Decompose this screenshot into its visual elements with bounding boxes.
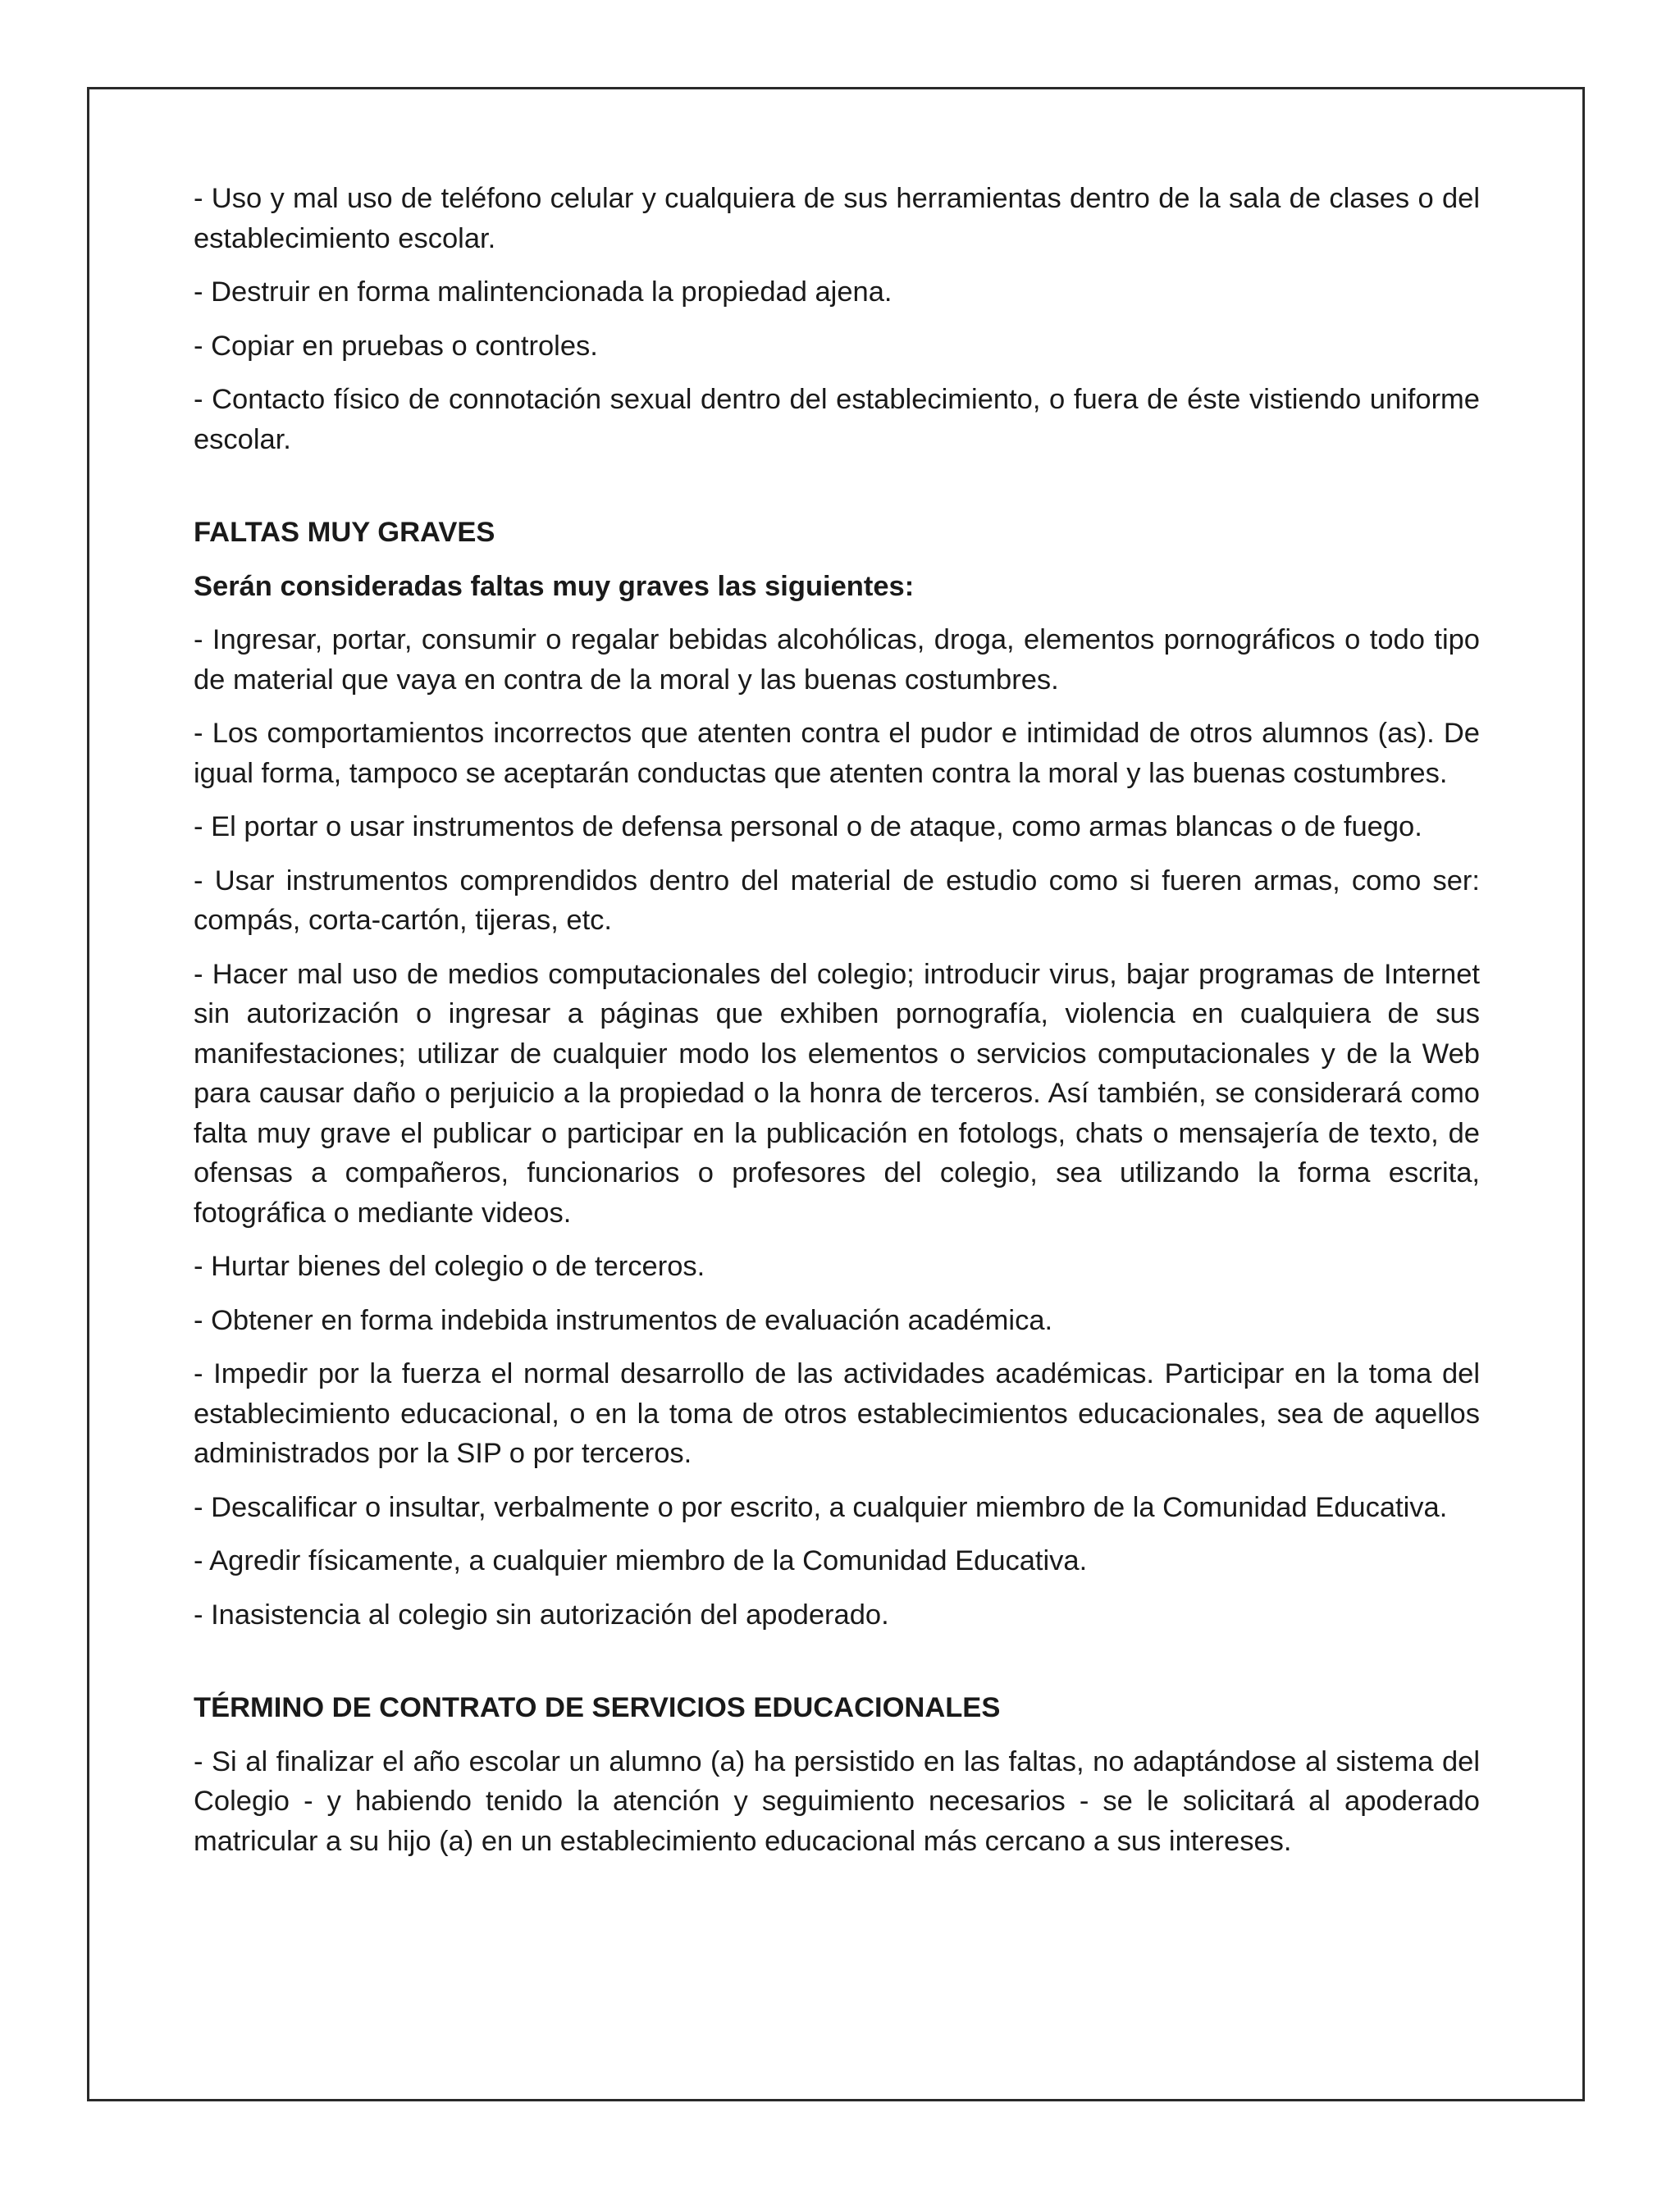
- section-subheading: Serán consideradas faltas muy graves las siguientes:: [194, 570, 915, 602]
- section-spacer: [194, 473, 1480, 513]
- list-item: - Usar instrumentos comprendidos dentro del material de estudio como si fueren armas, como ser: compás, corta-cartón, tijeras, etc.: [194, 865, 1480, 936]
- document-body: [194, 179, 1480, 1875]
- intro-item: - Uso y mal uso de teléfono celular y cualquiera de sus herramientas dentro de la sala de clases o del establecimiento escolar.: [194, 183, 1480, 254]
- list-item: - Hacer mal uso de medios computacionales del colegio; introducir virus, bajar programas de Internet sin autorización o ingresar a páginas que exhiben pornografía, violencia en cualquiera de sus manifestaciones; utilizar de cualquier modo los elementos o servicios computacionales y de la Web para causar daño o perjuicio a la propiedad o la honra de terceros. Así también, se considerará como falta muy grave el publicar o participar en la publicación en fotologs, chats o mensajería de texto, de ofensas a compañeros, funcionarios o profesores del colegio, sea utilizando la forma escrita, fotográfica o mediante videos.: [194, 958, 1480, 1229]
- list-item: - El portar o usar instrumentos de defensa personal o de ataque, como armas blancas o de fuego.: [194, 811, 1422, 842]
- list-item: - Inasistencia al colegio sin autorización del apoderado.: [194, 1599, 889, 1631]
- list-item: - Si al finalizar el año escolar un alumno (a) ha persistido en las faltas, no adaptándose al sistema del Colegio - y habiendo tenido la atención y seguimiento necesarios - se le solicitará al apoderado matricular a su hijo (a) en un establecimiento educacional más cercano a sus intereses.: [194, 1745, 1480, 1857]
- section-spacer: [194, 1649, 1480, 1688]
- list-item: - Hurtar bienes del colegio o de terceros.: [194, 1251, 705, 1282]
- list-item: - Impedir por la fuerza el normal desarrollo de las actividades académicas. Participar en la toma del establecimiento educacional, o en la toma de otros establecimientos educacionales, sea de aquellos administrados por la SIP o por terceros.: [194, 1358, 1480, 1469]
- list-item: - Los comportamientos incorrectos que atenten contra el pudor e intimidad de otros alumnos (as). De igual forma, tampoco se aceptarán conductas que atenten contra la moral y las buenas costumbres.: [194, 718, 1480, 789]
- section-heading-faltas-muy-graves: FALTAS MUY GRAVES: [194, 517, 495, 548]
- list-item: - Ingresar, portar, consumir o regalar bebidas alcohólicas, droga, elementos pornográficos o todo tipo de material que vaya en contra de la moral y las buenas costumbres.: [194, 624, 1480, 696]
- intro-item: - Contacto físico de connotación sexual dentro del establecimiento, o fuera de éste vistiendo uniforme escolar.: [194, 384, 1480, 455]
- list-item: - Descalificar o insultar, verbalmente o por escrito, a cualquier miembro de la Comunidad Educativa.: [194, 1491, 1448, 1523]
- list-item: - Obtener en forma indebida instrumentos de evaluación académica.: [194, 1304, 1053, 1336]
- list-item: - Agredir físicamente, a cualquier miembro de la Comunidad Educativa.: [194, 1545, 1088, 1576]
- intro-item: - Copiar en pruebas o controles.: [194, 330, 598, 362]
- section-heading-termino-contrato: TÉRMINO DE CONTRATO DE SERVICIOS EDUCACIONALES: [194, 1692, 1001, 1723]
- intro-item: - Destruir en forma malintencionada la propiedad ajena.: [194, 276, 892, 308]
